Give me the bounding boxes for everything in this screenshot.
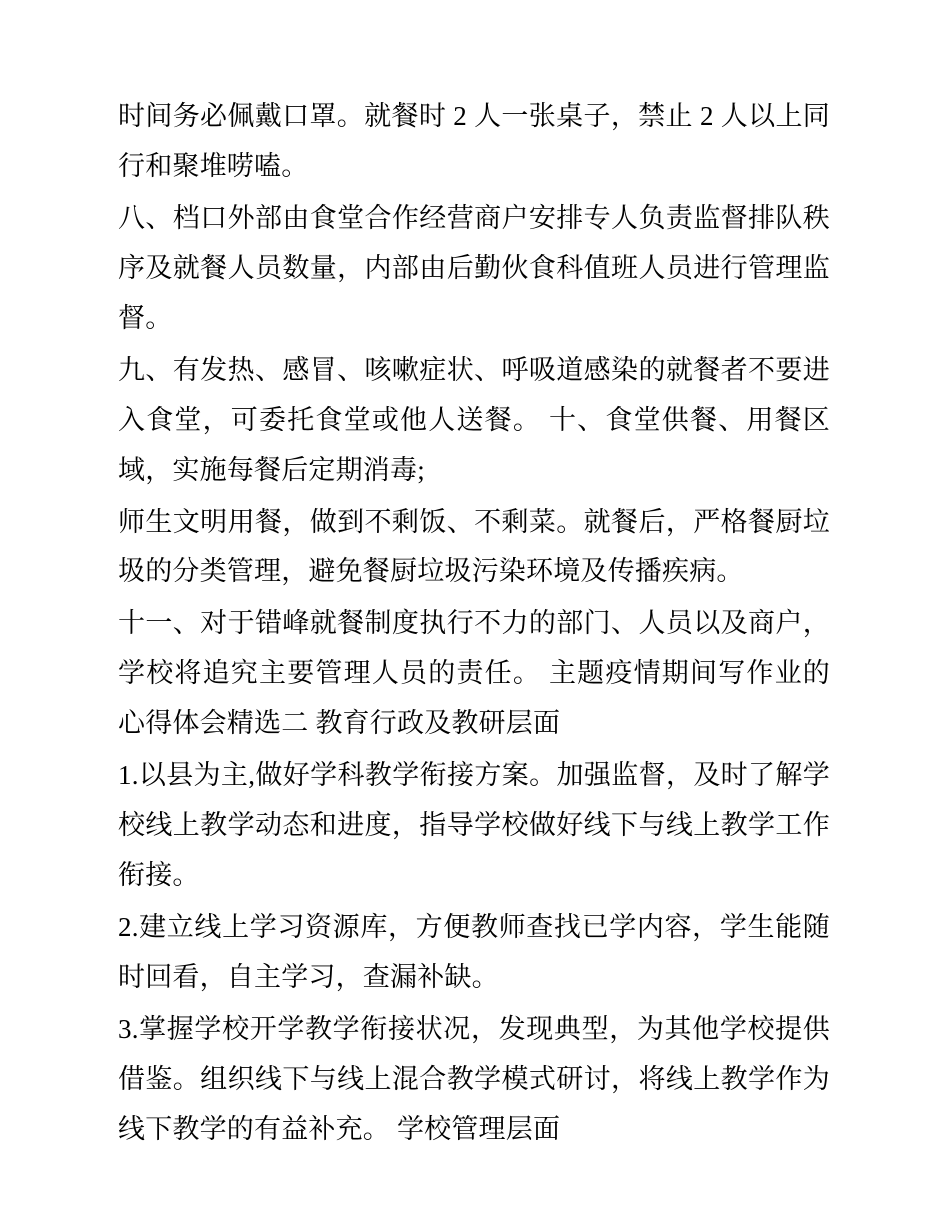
- paragraph: 十一、对于错峰就餐制度执行不力的部门、人员以及商户，学校将追究主要管理人员的责任。 主题疫情期间写作业的心得体会精选二 教育行政及教研层面: [118, 608, 830, 739]
- paragraph: 3.掌握学校开学教学衔接状况，发现典型，为其他学校提供借鉴。组织线下与线上混合教学模式研讨，将线上教学作为线下教学的有益补充。 学校管理层面: [118, 1013, 830, 1144]
- paragraph: 2.建立线上学习资源库，方便教师查找已学内容，学生能随时回看，自主学习，查漏补缺。: [118, 912, 830, 992]
- paragraph: 1.以县为主,做好学科教学衔接方案。加强监督，及时了解学校线上教学动态和进度，指导学校做好线下与线上教学工作衔接。: [118, 760, 830, 891]
- paragraph: 时间务必佩戴口罩。就餐时 2 人一张桌子，禁止 2 人以上同行和聚堆唠嗑。: [118, 101, 830, 181]
- paragraph: 师生文明用餐，做到不剩饭、不剩菜。就餐后，严格餐厨垃圾的分类管理，避免餐厨垃圾污染环境及传播疾病。: [118, 506, 830, 587]
- paragraph: 九、有发热、感冒、咳嗽症状、呼吸道感染的就餐者不要进入食堂，可委托食堂或他人送餐。 十、食堂供餐、用餐区域，实施每餐后定期消毒;: [118, 354, 830, 485]
- paragraph: 八、档口外部由食堂合作经营商户安排专人负责监督排队秩序及就餐人员数量，内部由后勤伙食科值班人员进行管理监督。: [118, 202, 830, 333]
- document-body: [118, 92, 830, 1155]
